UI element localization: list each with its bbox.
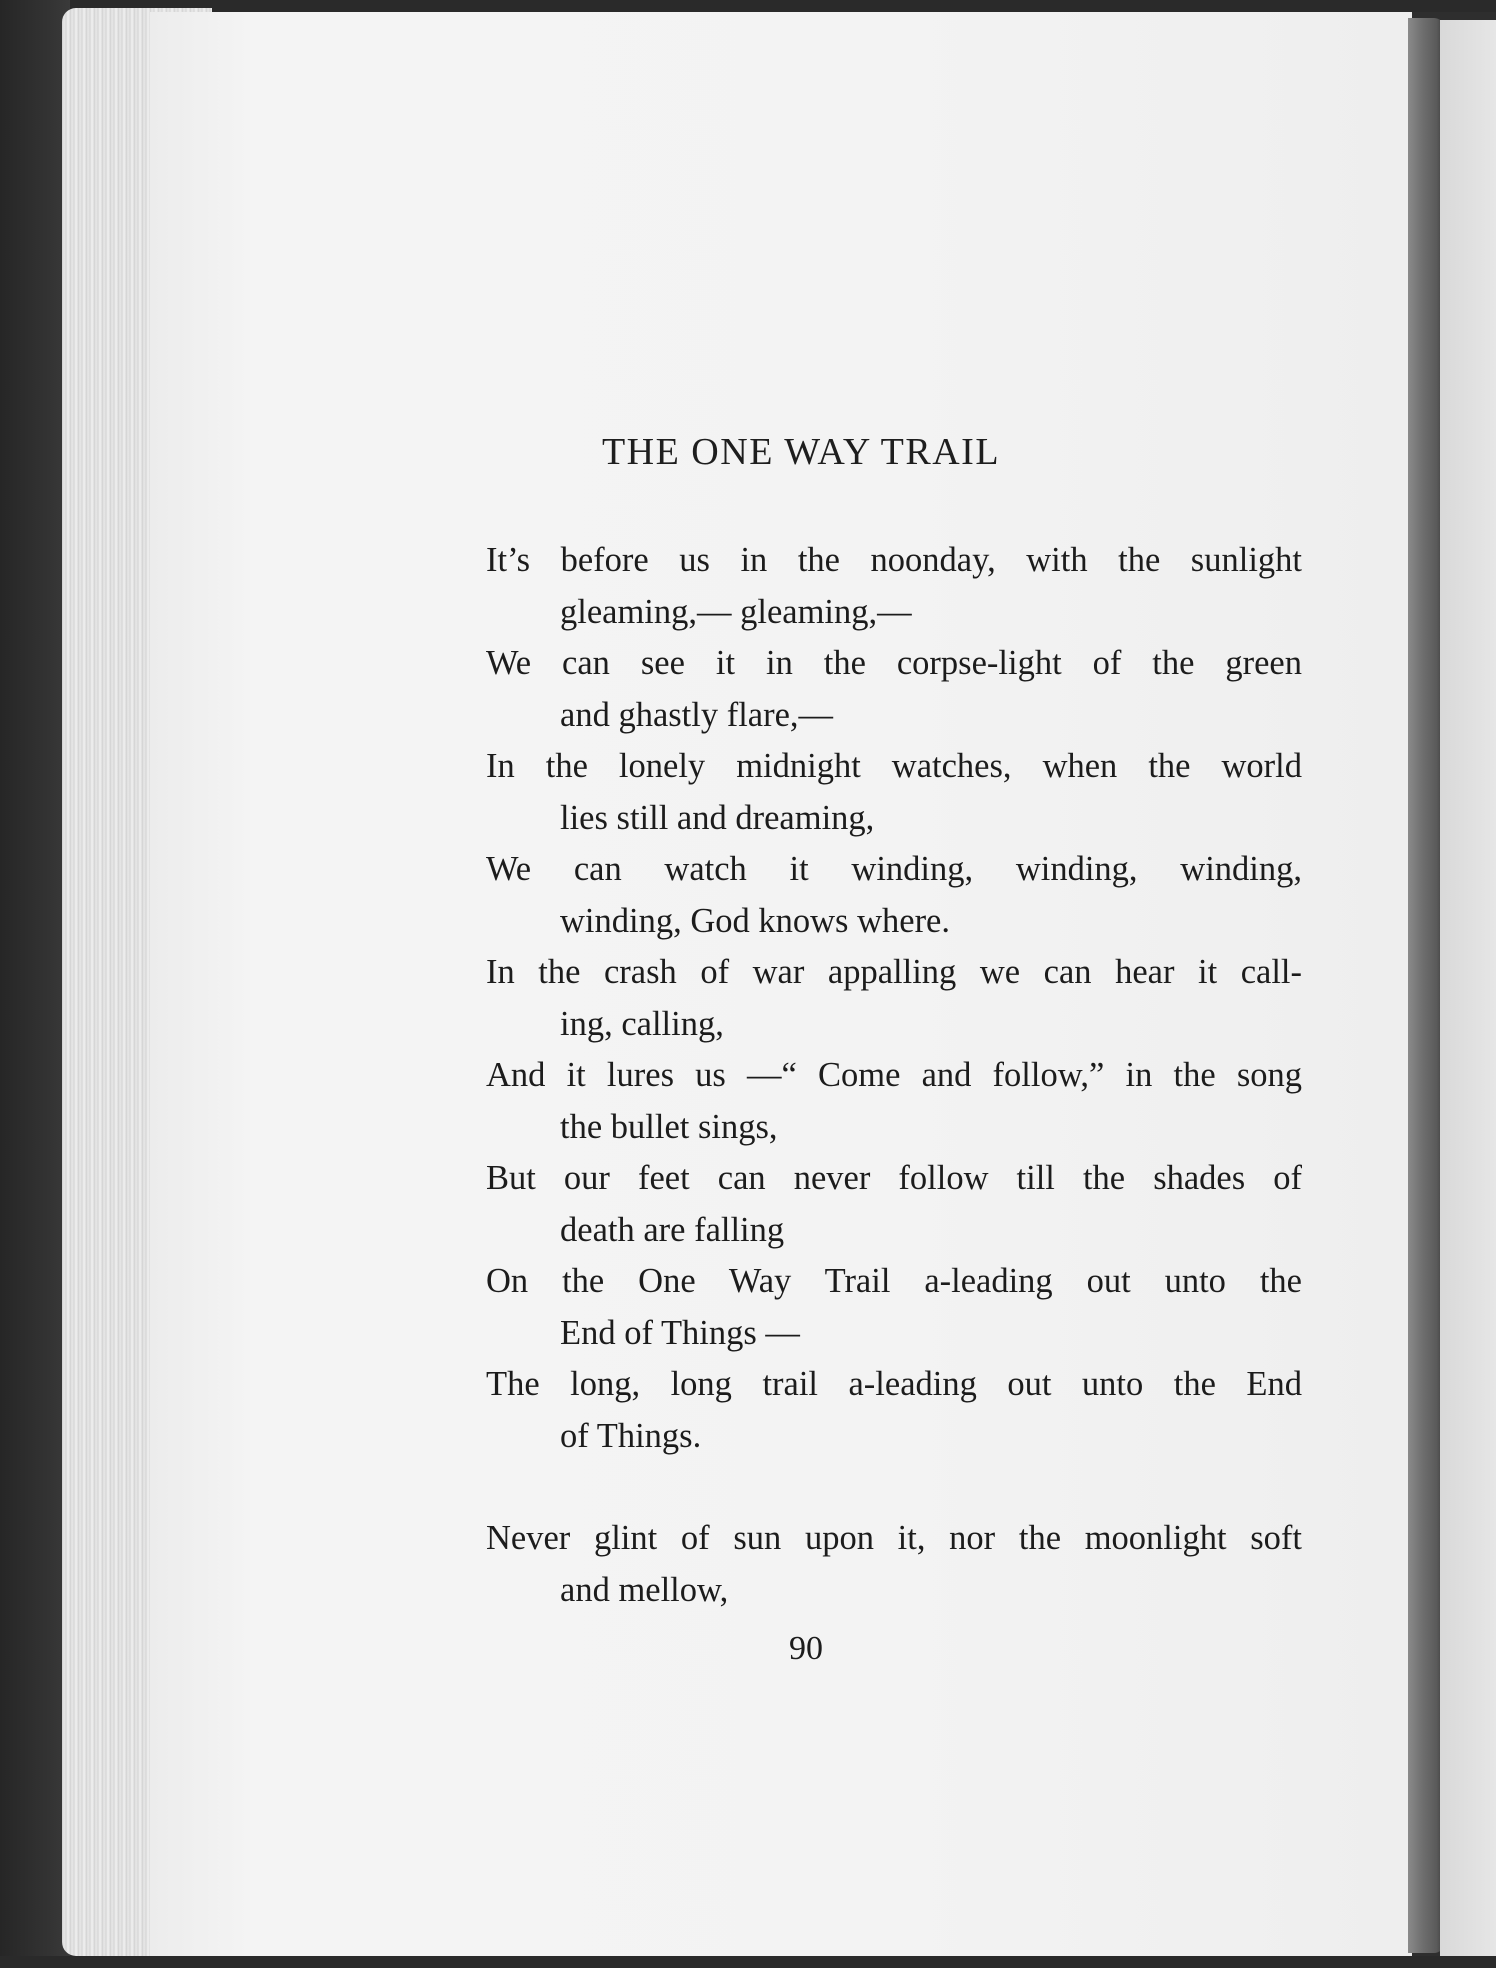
poem-line bbox=[486, 535, 1302, 638]
line-text: And it lures us —“ Come and follow,” in the song bbox=[486, 1056, 1302, 1094]
line-text: Never glint of sun upon it, nor the moonlight soft bbox=[486, 1519, 1302, 1557]
stanza-2 bbox=[486, 1513, 1302, 1616]
line-continuation: lies still and dreaming, bbox=[560, 798, 875, 837]
line-continuation: of Things. bbox=[560, 1416, 702, 1455]
line-text: It’s before us in the noonday, with the sunlight bbox=[486, 541, 1302, 579]
poem-line bbox=[486, 1153, 1302, 1256]
book-spine bbox=[1408, 18, 1444, 1953]
page-number: 90 bbox=[789, 1630, 823, 1667]
line-continuation: End of Things — bbox=[560, 1313, 800, 1352]
facing-page-edge bbox=[1440, 20, 1496, 1968]
line-continuation: winding, God knows where. bbox=[560, 901, 950, 940]
poem-line bbox=[486, 844, 1302, 947]
line-text: The long, long trail a-leading out unto the End bbox=[486, 1365, 1302, 1403]
scan-bottom-border bbox=[0, 1956, 1496, 1968]
line-text: We can watch it winding, winding, winding, bbox=[486, 850, 1302, 888]
line-text: On the One Way Trail a-leading out unto the bbox=[486, 1262, 1302, 1300]
poem-line bbox=[486, 638, 1302, 741]
line-continuation: gleaming,— gleaming,— bbox=[560, 592, 912, 631]
stanza-1 bbox=[486, 535, 1302, 1462]
poem-line bbox=[486, 741, 1302, 844]
line-continuation: and ghastly flare,— bbox=[560, 695, 834, 734]
poem-line bbox=[486, 1050, 1302, 1153]
line-continuation: the bullet sings, bbox=[560, 1107, 778, 1146]
poem-title: THE ONE WAY TRAIL bbox=[601, 431, 1001, 473]
poem-line bbox=[486, 947, 1302, 1050]
line-continuation: ing, calling, bbox=[560, 1004, 724, 1043]
line-text: But our feet can never follow till the shades of bbox=[486, 1159, 1302, 1197]
scan-background bbox=[0, 0, 70, 1968]
line-text: In the crash of war appalling we can hear it call- bbox=[486, 953, 1302, 991]
poem-line bbox=[486, 1359, 1302, 1462]
line-text: We can see it in the corpse-light of the green bbox=[486, 644, 1302, 682]
poem-body bbox=[486, 535, 1302, 1616]
scan-top-border bbox=[0, 0, 1496, 12]
poem-line bbox=[486, 1513, 1302, 1616]
line-continuation: and mellow, bbox=[560, 1570, 729, 1609]
poem-line bbox=[486, 1256, 1302, 1359]
line-continuation: death are falling bbox=[560, 1210, 785, 1249]
line-text: In the lonely midnight watches, when the world bbox=[486, 747, 1302, 785]
